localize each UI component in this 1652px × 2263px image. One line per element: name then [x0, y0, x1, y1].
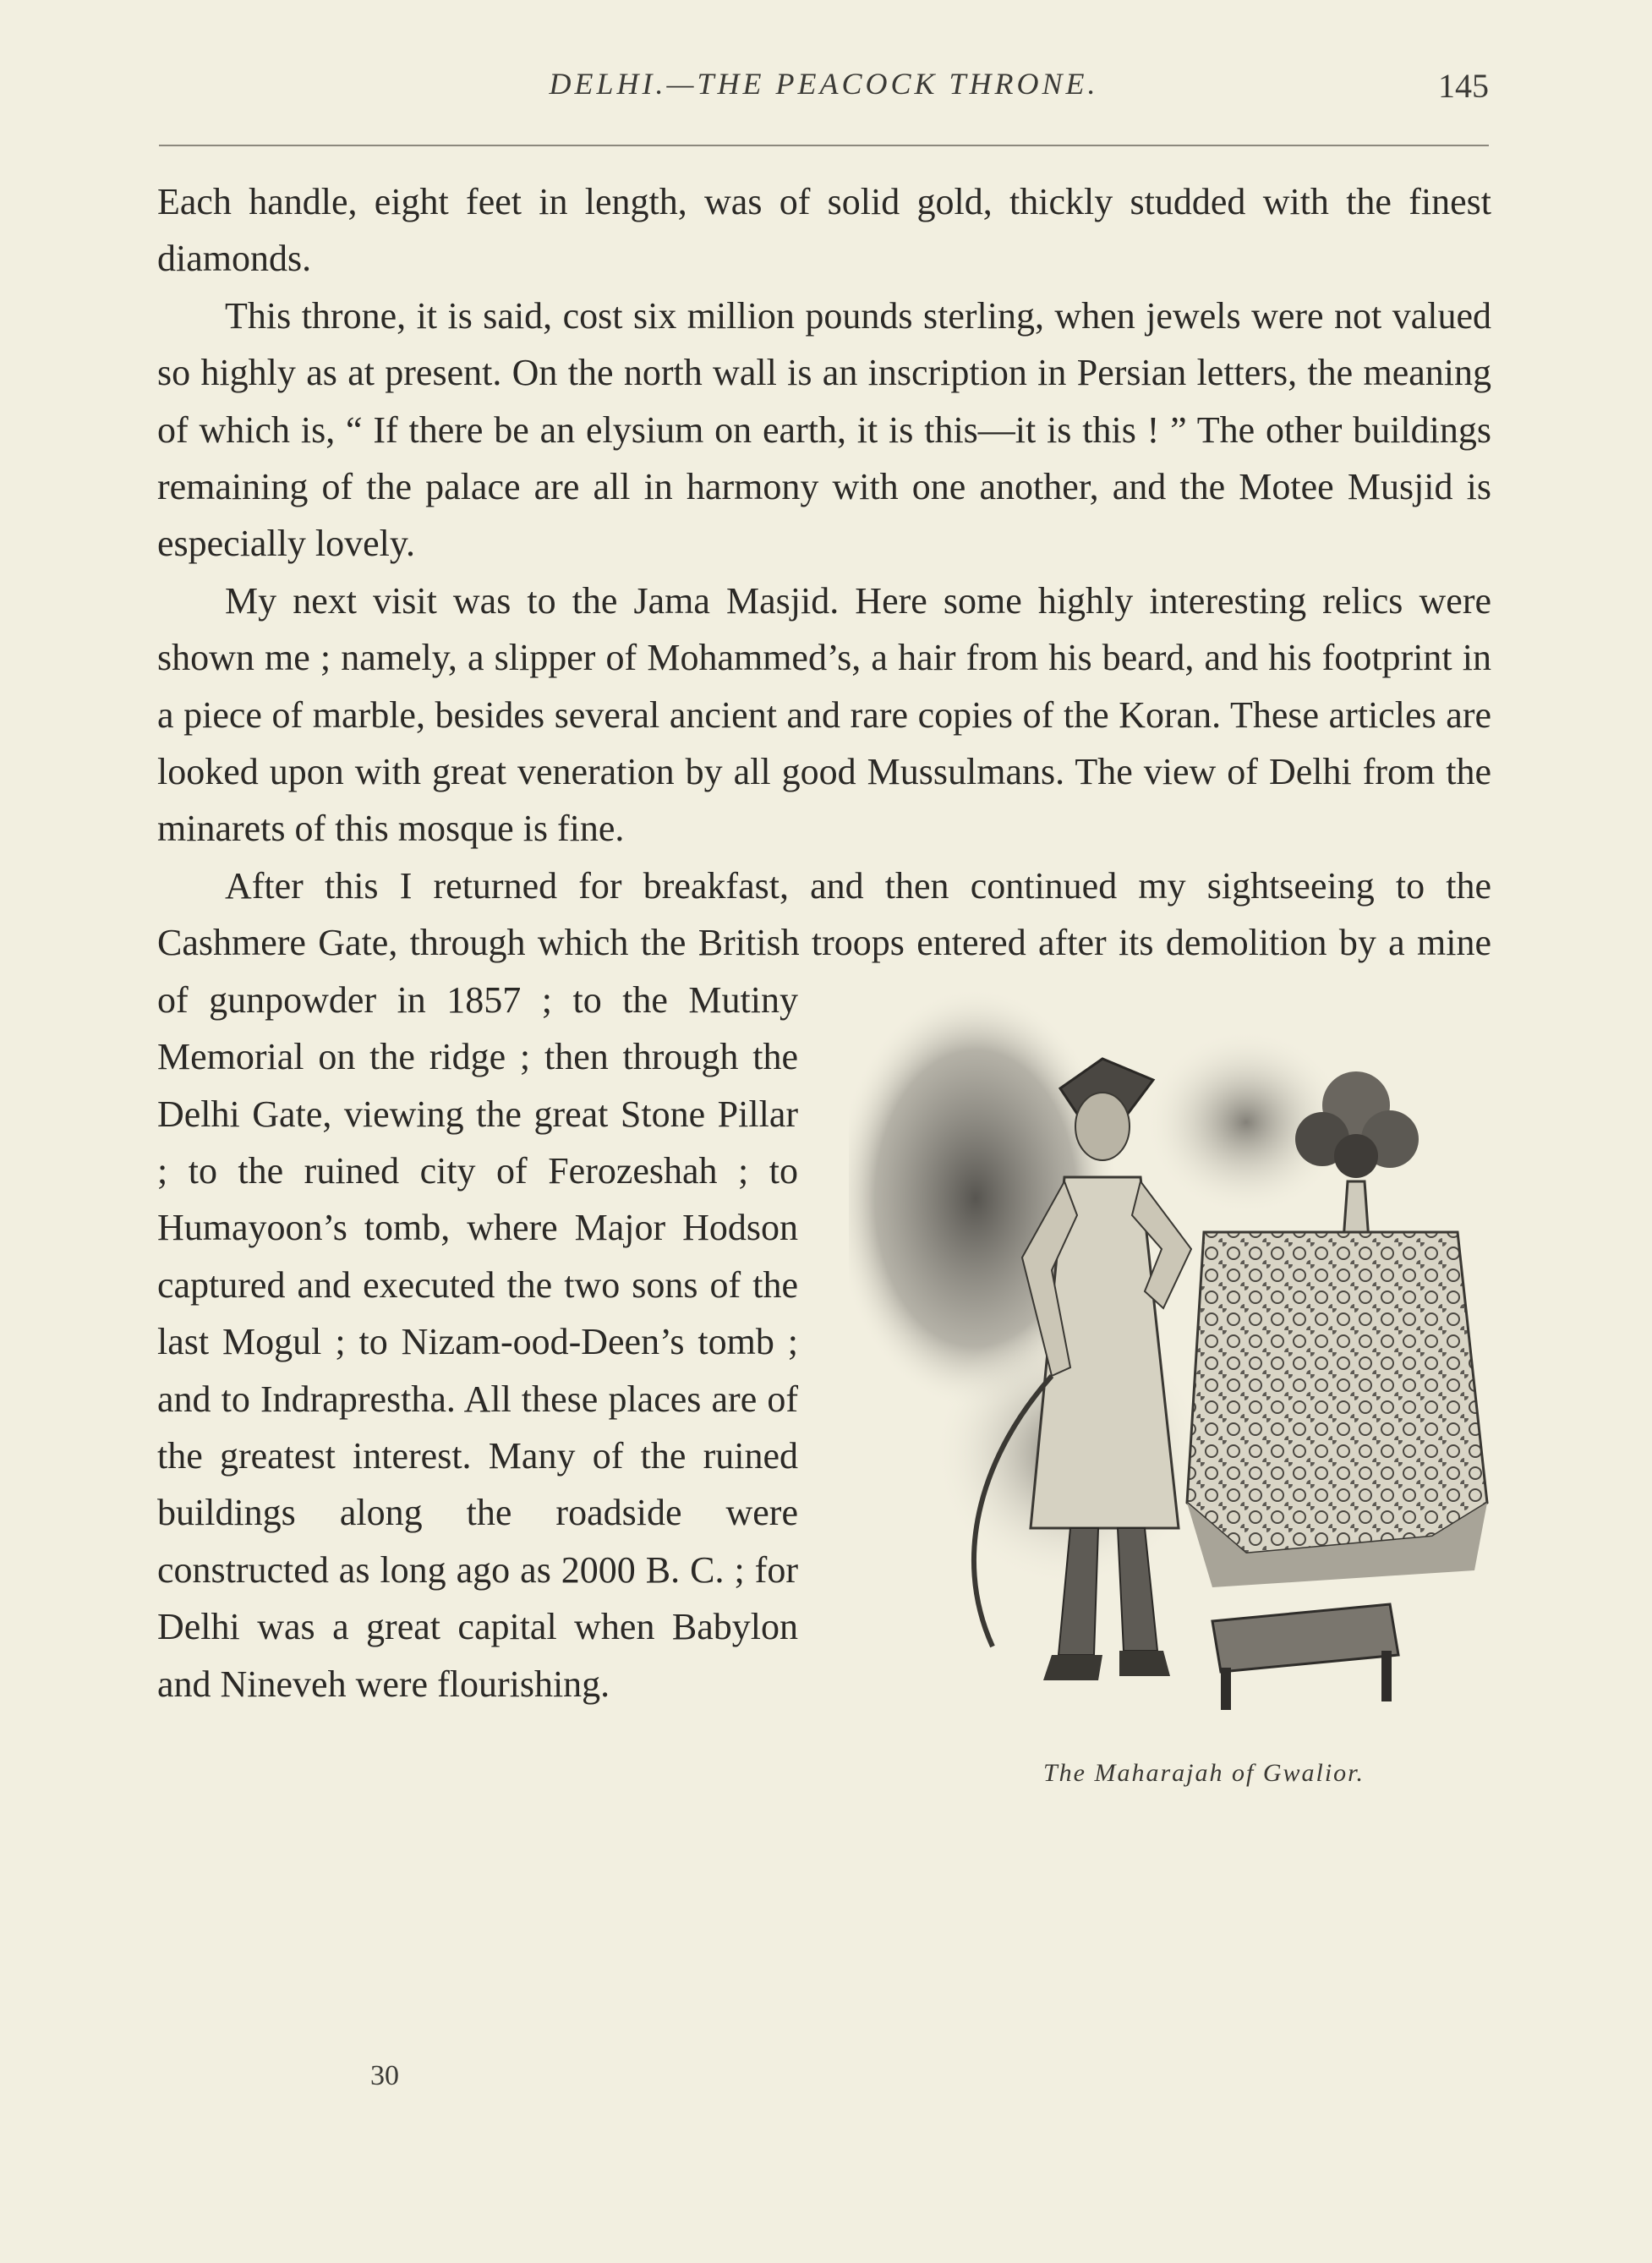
header-rule	[159, 145, 1489, 146]
maharajah-illustration	[849, 978, 1491, 1843]
paragraph-1: Each handle, eight feet in length, was of solid gold, thickly studded with the finest diamonds.	[157, 181, 1491, 280]
signature-mark: 30	[370, 2060, 399, 2091]
paragraph-2: This throne, it is said, cost six million pounds sterling, when jewels were not valued so highly as at present. On the north wall is an inscription in Persian letters, the meaning of which is, “ If there be an elysium on earth, it is this—it is this ! ” The other buildings remaining of the palace are all in harmony with one another, and the Motee Musjid is especially lovely.	[157, 294, 1491, 565]
engraving-image	[849, 978, 1491, 1723]
running-head	[159, 66, 1489, 117]
paragraph-4-continuation: entered after its demolition by a mine of gunpowder in 1857 ; to the Mutiny Memorial on the ridge ; then through the Delhi Gate, viewing the great Stone Pillar ; to the ruined city of Ferozeshah ; to Humayoon’s tomb, where Major Hodson captured and executed the two sons of the last Mogul ; to Nizam-ood-Deen’s tomb ; and to Indraprestha. All these places are of the greatest interest. Many of the ruined buildings along the roadside were constructed as long ago as 2000 B. C. ; for Delhi was a great capital when Babylon and Nineveh were flourishing.	[157, 922, 1491, 1705]
footstool	[1212, 1604, 1398, 1710]
paragraph-4-opening: After this I returned for breakfast, and then continued my sightseeing to the Cashmere Gate, through which the British troops	[157, 864, 1491, 964]
draped-table	[1187, 1232, 1487, 1587]
paragraph-3: My next visit was to the Jama Masjid. Here some highly interesting relics were shown me ; namely, a slipper of Mohammed’s, a hair from his beard, and his footprint in a piece of marble, besides several ancient and rare copies of the Koran. These articles are looked upon with great veneration by all good Mussulmans. The view of Delhi from the minarets of this mosque is fine.	[157, 579, 1491, 850]
figure-caption: The Maharajah of Gwalior.	[1042, 1758, 1365, 1787]
page-number: 145	[1438, 67, 1489, 105]
paragraph-4	[157, 858, 1491, 1787]
running-title: DELHI.—THE PEACOCK THRONE.	[549, 67, 1099, 101]
body-text	[157, 173, 1491, 1843]
